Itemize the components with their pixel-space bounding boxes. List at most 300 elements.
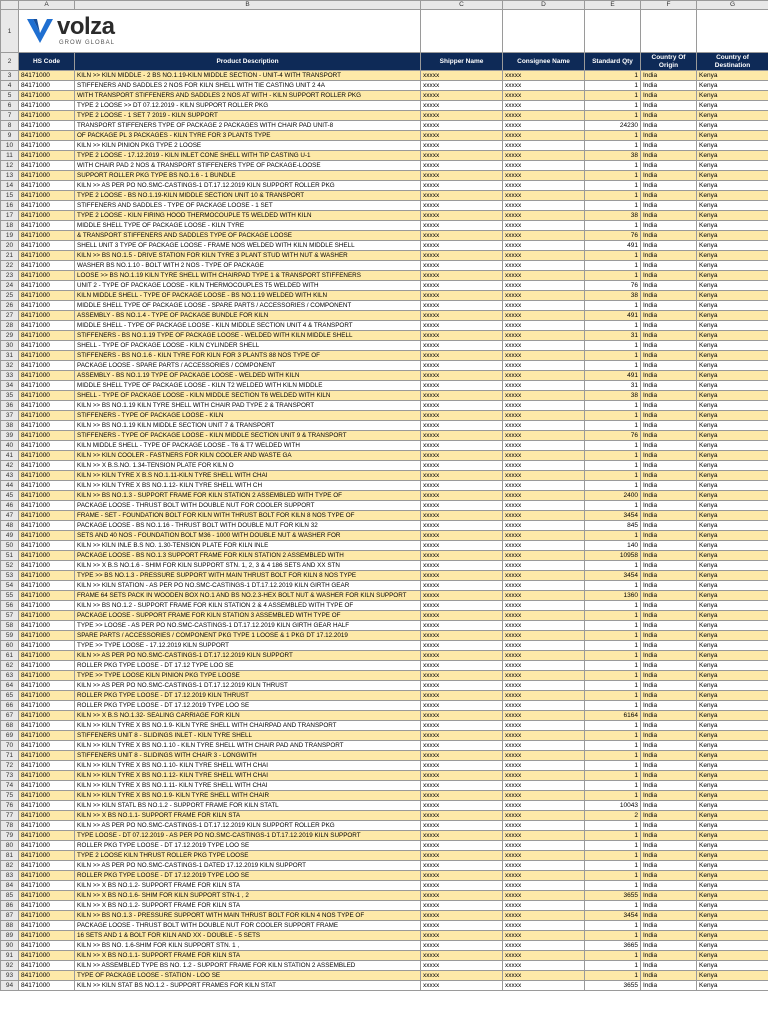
qty-cell[interactable]: 1 <box>585 861 641 871</box>
hs-code-cell[interactable]: 84171000 <box>19 901 75 911</box>
shipper-cell[interactable]: xxxxx <box>421 961 503 971</box>
destination-cell[interactable]: Kenya <box>697 931 768 941</box>
qty-cell[interactable]: 1 <box>585 161 641 171</box>
shipper-cell[interactable]: xxxxx <box>421 481 503 491</box>
consignee-cell[interactable]: xxxxx <box>503 901 585 911</box>
destination-cell[interactable]: Kenya <box>697 791 768 801</box>
row-number[interactable]: 55 <box>1 591 19 601</box>
shipper-cell[interactable]: xxxxx <box>421 381 503 391</box>
description-cell[interactable]: MIDDLE SHELL TYPE OF PACKAGE LOOSE - KILN TYRE <box>75 221 421 231</box>
description-cell[interactable]: TYPE 2 LOOSE - 17.12.2019 - KILN INLET CONE SHELL WITH TIP CASTING U-1 <box>75 151 421 161</box>
row-number[interactable]: 53 <box>1 571 19 581</box>
shipper-cell[interactable]: xxxxx <box>421 911 503 921</box>
hs-code-cell[interactable]: 84171000 <box>19 831 75 841</box>
row-number[interactable]: 52 <box>1 561 19 571</box>
row-number[interactable]: 23 <box>1 271 19 281</box>
qty-cell[interactable]: 3655 <box>585 981 641 991</box>
consignee-cell[interactable]: xxxxx <box>503 431 585 441</box>
hs-code-cell[interactable]: 84171000 <box>19 681 75 691</box>
hs-code-cell[interactable]: 84171000 <box>19 401 75 411</box>
origin-cell[interactable]: India <box>641 151 697 161</box>
description-cell[interactable]: KILN >> BS NO.1.3 - SUPPORT FRAME FOR KILN STATION 2 ASSEMBLED WITH TYPE OF <box>75 491 421 501</box>
description-cell[interactable]: KILN >> KILN TYRE X BS NO.1.10- KILN TYRE SHELL WITH CHAI <box>75 761 421 771</box>
shipper-cell[interactable]: xxxxx <box>421 131 503 141</box>
hs-code-cell[interactable]: 84171000 <box>19 531 75 541</box>
row-number[interactable]: 37 <box>1 411 19 421</box>
row-number[interactable]: 46 <box>1 501 19 511</box>
hs-code-cell[interactable]: 84171000 <box>19 851 75 861</box>
qty-cell[interactable]: 1 <box>585 931 641 941</box>
origin-cell[interactable]: India <box>641 181 697 191</box>
description-cell[interactable]: SHELL - TYPE OF PACKAGE LOOSE - KILN CYLINDER SHELL <box>75 341 421 351</box>
row-number[interactable]: 11 <box>1 151 19 161</box>
row-number[interactable]: 67 <box>1 711 19 721</box>
row-number[interactable]: 20 <box>1 241 19 251</box>
origin-cell[interactable]: India <box>641 391 697 401</box>
shipper-cell[interactable]: xxxxx <box>421 171 503 181</box>
consignee-cell[interactable]: xxxxx <box>503 311 585 321</box>
consignee-cell[interactable]: xxxxx <box>503 131 585 141</box>
destination-cell[interactable]: Kenya <box>697 91 768 101</box>
destination-cell[interactable]: Kenya <box>697 181 768 191</box>
consignee-cell[interactable]: xxxxx <box>503 91 585 101</box>
column-letter-d[interactable]: D <box>503 1 585 10</box>
row-number[interactable]: 34 <box>1 381 19 391</box>
row-number[interactable]: 60 <box>1 641 19 651</box>
row-number[interactable]: 94 <box>1 981 19 991</box>
description-cell[interactable]: STIFFENERS UNIT 8 - SLIDINGS INLET - KILN TYRE SHELL <box>75 731 421 741</box>
destination-cell[interactable]: Kenya <box>697 331 768 341</box>
hs-code-cell[interactable]: 84171000 <box>19 311 75 321</box>
shipper-cell[interactable]: xxxxx <box>421 551 503 561</box>
description-cell[interactable]: KILN >> BS NO.1.19 KILN MIDDLE SECTION UNIT 7 & TRANSPORT <box>75 421 421 431</box>
origin-cell[interactable]: India <box>641 901 697 911</box>
consignee-cell[interactable]: xxxxx <box>503 951 585 961</box>
hs-code-cell[interactable]: 84171000 <box>19 741 75 751</box>
hs-code-cell[interactable]: 84171000 <box>19 201 75 211</box>
qty-cell[interactable]: 31 <box>585 381 641 391</box>
description-cell[interactable]: KILN >> BS NO.1.3 - PRESSURE SUPPORT WITH MAIN THRUST BOLT FOR KILN 4 NOS TYPE OF <box>75 911 421 921</box>
qty-cell[interactable]: 1 <box>585 691 641 701</box>
shipper-cell[interactable]: xxxxx <box>421 571 503 581</box>
qty-cell[interactable]: 1 <box>585 661 641 671</box>
shipper-cell[interactable]: xxxxx <box>421 271 503 281</box>
row-number[interactable]: 66 <box>1 701 19 711</box>
origin-cell[interactable]: India <box>641 91 697 101</box>
origin-cell[interactable]: India <box>641 341 697 351</box>
origin-cell[interactable]: India <box>641 831 697 841</box>
shipper-cell[interactable]: xxxxx <box>421 421 503 431</box>
consignee-cell[interactable]: xxxxx <box>503 971 585 981</box>
logo-cell[interactable] <box>19 10 421 53</box>
description-cell[interactable]: & TRANSPORT STIFFENERS AND SADDLES TYPE OF PACKAGE LOOSE <box>75 231 421 241</box>
shipper-cell[interactable]: xxxxx <box>421 311 503 321</box>
shipper-cell[interactable]: xxxxx <box>421 371 503 381</box>
shipper-cell[interactable]: xxxxx <box>421 581 503 591</box>
hs-code-cell[interactable]: 84171000 <box>19 211 75 221</box>
destination-cell[interactable]: Kenya <box>697 551 768 561</box>
hs-code-cell[interactable]: 84171000 <box>19 971 75 981</box>
qty-cell[interactable]: 3454 <box>585 511 641 521</box>
row-number[interactable]: 30 <box>1 341 19 351</box>
qty-cell[interactable]: 1 <box>585 871 641 881</box>
description-cell[interactable]: MIDDLE SHELL TYPE OF PACKAGE LOOSE - KILN T2 WELDED WITH KILN MIDDLE <box>75 381 421 391</box>
description-cell[interactable]: KILN >> KILN STATION - AS PER PO NO.SMC-CASTINGS-1 DT.17.12.2019 KILN GIRTH GEAR <box>75 581 421 591</box>
row-number[interactable]: 74 <box>1 781 19 791</box>
origin-cell[interactable]: India <box>641 661 697 671</box>
hs-code-cell[interactable]: 84171000 <box>19 601 75 611</box>
origin-cell[interactable]: India <box>641 481 697 491</box>
hs-code-cell[interactable]: 84171000 <box>19 491 75 501</box>
qty-cell[interactable]: 1 <box>585 671 641 681</box>
shipper-cell[interactable]: xxxxx <box>421 491 503 501</box>
description-cell[interactable]: MIDDLE SHELL TYPE OF PACKAGE LOOSE - SPARE PARTS / ACCESSORIES / COMPONENT <box>75 301 421 311</box>
origin-cell[interactable]: India <box>641 721 697 731</box>
row-number[interactable]: 47 <box>1 511 19 521</box>
shipper-cell[interactable]: xxxxx <box>421 71 503 81</box>
destination-cell[interactable]: Kenya <box>697 231 768 241</box>
empty-cell[interactable] <box>697 10 768 53</box>
description-cell[interactable]: KILN >> AS PER PO NO.SMC-CASTINGS-1 DATED 17.12.2019 KILN SUPPORT <box>75 861 421 871</box>
destination-cell[interactable]: Kenya <box>697 391 768 401</box>
consignee-cell[interactable]: xxxxx <box>503 561 585 571</box>
description-cell[interactable]: KILN >> KILN TYRE X BS NO.1.12- KILN TYRE SHELL WITH CHAI <box>75 771 421 781</box>
shipper-cell[interactable]: xxxxx <box>421 731 503 741</box>
qty-cell[interactable]: 1 <box>585 111 641 121</box>
description-cell[interactable]: KILN >> KILN MIDDLE - 2 BS NO.1.19-KILN MIDDLE SECTION - UNIT-4 WITH TRANSPORT <box>75 71 421 81</box>
shipper-cell[interactable]: xxxxx <box>421 851 503 861</box>
row-number[interactable]: 77 <box>1 811 19 821</box>
consignee-cell[interactable]: xxxxx <box>503 761 585 771</box>
consignee-cell[interactable]: xxxxx <box>503 741 585 751</box>
destination-cell[interactable]: Kenya <box>697 111 768 121</box>
qty-cell[interactable]: 76 <box>585 431 641 441</box>
header-shipper-name[interactable]: Shipper Name <box>421 53 503 71</box>
origin-cell[interactable]: India <box>641 371 697 381</box>
description-cell[interactable]: SHELL UNIT 3 TYPE OF PACKAGE LOOSE - FRAME NOS WELDED WITH KILN MIDDLE SHELL <box>75 241 421 251</box>
qty-cell[interactable]: 1 <box>585 131 641 141</box>
description-cell[interactable]: TYPE >> BS NO.1.3 - PRESSURE SUPPORT WITH MAIN THRUST BOLT FOR KILN 8 NOS TYPE <box>75 571 421 581</box>
description-cell[interactable]: KILN >> X BS NO.1.2- SUPPORT FRAME FOR KILN STA <box>75 901 421 911</box>
shipper-cell[interactable]: xxxxx <box>421 561 503 571</box>
destination-cell[interactable]: Kenya <box>697 321 768 331</box>
origin-cell[interactable]: India <box>641 841 697 851</box>
destination-cell[interactable]: Kenya <box>697 561 768 571</box>
qty-cell[interactable]: 1 <box>585 401 641 411</box>
consignee-cell[interactable]: xxxxx <box>503 101 585 111</box>
column-letter-g[interactable]: G <box>697 1 768 10</box>
origin-cell[interactable]: India <box>641 171 697 181</box>
row-number[interactable]: 27 <box>1 311 19 321</box>
row-number[interactable]: 6 <box>1 101 19 111</box>
column-letter-b[interactable]: B <box>75 1 421 10</box>
origin-cell[interactable]: India <box>641 941 697 951</box>
hs-code-cell[interactable]: 84171000 <box>19 791 75 801</box>
consignee-cell[interactable]: xxxxx <box>503 301 585 311</box>
row-number[interactable]: 75 <box>1 791 19 801</box>
qty-cell[interactable]: 1 <box>585 701 641 711</box>
consignee-cell[interactable]: xxxxx <box>503 381 585 391</box>
description-cell[interactable]: KILN >> AS PER PO NO.SMC-CASTINGS-1 DT.17.12.2019 KILN THRUST <box>75 681 421 691</box>
consignee-cell[interactable]: xxxxx <box>503 961 585 971</box>
consignee-cell[interactable]: xxxxx <box>503 121 585 131</box>
row-number[interactable]: 57 <box>1 611 19 621</box>
qty-cell[interactable]: 24230 <box>585 121 641 131</box>
hs-code-cell[interactable]: 84171000 <box>19 71 75 81</box>
origin-cell[interactable]: India <box>641 531 697 541</box>
origin-cell[interactable]: India <box>641 211 697 221</box>
qty-cell[interactable]: 1 <box>585 681 641 691</box>
consignee-cell[interactable]: xxxxx <box>503 261 585 271</box>
hs-code-cell[interactable]: 84171000 <box>19 181 75 191</box>
origin-cell[interactable]: India <box>641 851 697 861</box>
qty-cell[interactable]: 1 <box>585 181 641 191</box>
description-cell[interactable]: KILN >> X BS NO.1.6- SHIM FOR KILN SUPPORT STN-1 , 2 <box>75 891 421 901</box>
qty-cell[interactable]: 1 <box>585 771 641 781</box>
description-cell[interactable]: SETS AND 40 NOS - FOUNDATION BOLT M36 - 1000 WITH DOUBLE NUT & WASHER FOR <box>75 531 421 541</box>
destination-cell[interactable]: Kenya <box>697 911 768 921</box>
consignee-cell[interactable]: xxxxx <box>503 771 585 781</box>
qty-cell[interactable]: 2400 <box>585 491 641 501</box>
shipper-cell[interactable]: xxxxx <box>421 91 503 101</box>
destination-cell[interactable]: Kenya <box>697 411 768 421</box>
row-number[interactable]: 76 <box>1 801 19 811</box>
hs-code-cell[interactable]: 84171000 <box>19 81 75 91</box>
destination-cell[interactable]: Kenya <box>697 851 768 861</box>
row-number[interactable]: 4 <box>1 81 19 91</box>
header-standard-qty[interactable]: Standard Qty <box>585 53 641 71</box>
description-cell[interactable]: PACKAGE LOOSE - THRUST BOLT WITH DOUBLE NUT FOR COOLER SUPPORT <box>75 501 421 511</box>
shipper-cell[interactable]: xxxxx <box>421 411 503 421</box>
qty-cell[interactable]: 1 <box>585 621 641 631</box>
description-cell[interactable]: WITH TRANSPORT STIFFENERS AND SADDLES 2 NOS AT WITH - KILN SUPPORT ROLLER PKG <box>75 91 421 101</box>
qty-cell[interactable]: 1 <box>585 441 641 451</box>
consignee-cell[interactable]: xxxxx <box>503 751 585 761</box>
description-cell[interactable]: KILN >> X BS NO.1.2- SUPPORT FRAME FOR KILN STA <box>75 881 421 891</box>
description-cell[interactable]: WASHER BS NO.1.10 - BOLT WITH 2 NOS - TYPE OF PACKAGE <box>75 261 421 271</box>
shipper-cell[interactable]: xxxxx <box>421 811 503 821</box>
origin-cell[interactable]: India <box>641 381 697 391</box>
consignee-cell[interactable]: xxxxx <box>503 821 585 831</box>
hs-code-cell[interactable]: 84171000 <box>19 631 75 641</box>
row-number[interactable]: 64 <box>1 681 19 691</box>
hs-code-cell[interactable]: 84171000 <box>19 431 75 441</box>
shipper-cell[interactable]: xxxxx <box>421 721 503 731</box>
origin-cell[interactable]: India <box>641 141 697 151</box>
destination-cell[interactable]: Kenya <box>697 761 768 771</box>
description-cell[interactable]: KILN >> KILN STAT BS NO.1.2 - SUPPORT FRAMES FOR KILN STAT <box>75 981 421 991</box>
origin-cell[interactable]: India <box>641 501 697 511</box>
hs-code-cell[interactable]: 84171000 <box>19 761 75 771</box>
header-hs-code[interactable]: HS Code <box>19 53 75 71</box>
consignee-cell[interactable]: xxxxx <box>503 721 585 731</box>
shipper-cell[interactable]: xxxxx <box>421 951 503 961</box>
description-cell[interactable]: KILN >> KILN INLE B.S NO. 1.30-TENSION PLATE FOR KILN INLE <box>75 541 421 551</box>
hs-code-cell[interactable]: 84171000 <box>19 691 75 701</box>
qty-cell[interactable]: 1 <box>585 581 641 591</box>
destination-cell[interactable]: Kenya <box>697 521 768 531</box>
description-cell[interactable]: SPARE PARTS / ACCESSORIES / COMPONENT PKG TYPE 1 LOOSE & 1 PKG DT 17.12.2019 <box>75 631 421 641</box>
shipper-cell[interactable]: xxxxx <box>421 441 503 451</box>
qty-cell[interactable]: 1 <box>585 471 641 481</box>
row-number[interactable]: 79 <box>1 831 19 841</box>
hs-code-cell[interactable]: 84171000 <box>19 781 75 791</box>
origin-cell[interactable]: India <box>641 291 697 301</box>
hs-code-cell[interactable]: 84171000 <box>19 441 75 451</box>
qty-cell[interactable]: 1 <box>585 831 641 841</box>
destination-cell[interactable]: Kenya <box>697 611 768 621</box>
consignee-cell[interactable]: xxxxx <box>503 411 585 421</box>
origin-cell[interactable]: India <box>641 191 697 201</box>
hs-code-cell[interactable]: 84171000 <box>19 861 75 871</box>
shipper-cell[interactable]: xxxxx <box>421 591 503 601</box>
qty-cell[interactable]: 31 <box>585 331 641 341</box>
header-country-of-origin[interactable]: Country Of Origin <box>641 53 697 71</box>
qty-cell[interactable]: 1 <box>585 451 641 461</box>
consignee-cell[interactable]: xxxxx <box>503 271 585 281</box>
shipper-cell[interactable]: xxxxx <box>421 291 503 301</box>
origin-cell[interactable]: India <box>641 331 697 341</box>
hs-code-cell[interactable]: 84171000 <box>19 711 75 721</box>
destination-cell[interactable]: Kenya <box>697 341 768 351</box>
origin-cell[interactable]: India <box>641 891 697 901</box>
consignee-cell[interactable]: xxxxx <box>503 661 585 671</box>
destination-cell[interactable]: Kenya <box>697 201 768 211</box>
row-number[interactable]: 86 <box>1 901 19 911</box>
destination-cell[interactable]: Kenya <box>697 531 768 541</box>
shipper-cell[interactable]: xxxxx <box>421 121 503 131</box>
row-number[interactable]: 9 <box>1 131 19 141</box>
description-cell[interactable]: KILN >> KILN PINION PKG TYPE 2 LOOSE <box>75 141 421 151</box>
destination-cell[interactable]: Kenya <box>697 781 768 791</box>
header-consignee-name[interactable]: Consignee Name <box>503 53 585 71</box>
qty-cell[interactable]: 491 <box>585 311 641 321</box>
hs-code-cell[interactable]: 84171000 <box>19 921 75 931</box>
destination-cell[interactable]: Kenya <box>697 131 768 141</box>
description-cell[interactable]: TYPE LOOSE - DT 07.12.2019 - AS PER PO NO.SMC-CASTINGS-1 DT.17.12.2019 KILN SUPPORT <box>75 831 421 841</box>
destination-cell[interactable]: Kenya <box>697 671 768 681</box>
description-cell[interactable]: MIDDLE SHELL - TYPE OF PACKAGE LOOSE - KILN MIDDLE SECTION UNIT 4 & TRANSPORT <box>75 321 421 331</box>
consignee-cell[interactable]: xxxxx <box>503 631 585 641</box>
destination-cell[interactable]: Kenya <box>697 401 768 411</box>
destination-cell[interactable]: Kenya <box>697 301 768 311</box>
qty-cell[interactable]: 1 <box>585 751 641 761</box>
row-number[interactable]: 45 <box>1 491 19 501</box>
destination-cell[interactable]: Kenya <box>697 651 768 661</box>
row-number[interactable]: 56 <box>1 601 19 611</box>
row-number[interactable]: 78 <box>1 821 19 831</box>
hs-code-cell[interactable]: 84171000 <box>19 871 75 881</box>
consignee-cell[interactable]: xxxxx <box>503 841 585 851</box>
description-cell[interactable]: SHELL - TYPE OF PACKAGE LOOSE - KILN MIDDLE SECTION T6 WELDED WITH KILN <box>75 391 421 401</box>
destination-cell[interactable]: Kenya <box>697 421 768 431</box>
qty-cell[interactable]: 1 <box>585 261 641 271</box>
consignee-cell[interactable]: xxxxx <box>503 501 585 511</box>
consignee-cell[interactable]: xxxxx <box>503 181 585 191</box>
row-number[interactable]: 62 <box>1 661 19 671</box>
destination-cell[interactable]: Kenya <box>697 441 768 451</box>
hs-code-cell[interactable]: 84171000 <box>19 121 75 131</box>
origin-cell[interactable]: India <box>641 591 697 601</box>
row-number[interactable]: 50 <box>1 541 19 551</box>
qty-cell[interactable]: 1 <box>585 901 641 911</box>
row-number[interactable]: 54 <box>1 581 19 591</box>
origin-cell[interactable]: India <box>641 81 697 91</box>
destination-cell[interactable]: Kenya <box>697 701 768 711</box>
consignee-cell[interactable]: xxxxx <box>503 251 585 261</box>
shipper-cell[interactable]: xxxxx <box>421 191 503 201</box>
qty-cell[interactable]: 1 <box>585 321 641 331</box>
destination-cell[interactable]: Kenya <box>697 971 768 981</box>
shipper-cell[interactable]: xxxxx <box>421 971 503 981</box>
consignee-cell[interactable]: xxxxx <box>503 591 585 601</box>
shipper-cell[interactable]: xxxxx <box>421 391 503 401</box>
origin-cell[interactable]: India <box>641 241 697 251</box>
description-cell[interactable]: FRAME - SET - FOUNDATION BOLT FOR KILN WITH THRUST BOLT FOR KILN 8 NOS TYPE OF <box>75 511 421 521</box>
hs-code-cell[interactable]: 84171000 <box>19 341 75 351</box>
origin-cell[interactable]: India <box>641 781 697 791</box>
qty-cell[interactable]: 1 <box>585 791 641 801</box>
origin-cell[interactable]: India <box>641 791 697 801</box>
hs-code-cell[interactable]: 84171000 <box>19 611 75 621</box>
hs-code-cell[interactable]: 84171000 <box>19 351 75 361</box>
shipper-cell[interactable]: xxxxx <box>421 461 503 471</box>
description-cell[interactable]: TYPE 2 LOOSE KILN THRUST ROLLER PKG TYPE LOOSE <box>75 851 421 861</box>
origin-cell[interactable]: India <box>641 261 697 271</box>
description-cell[interactable]: KILN >> KILN TYRE X BS NO.1.9- KILN TYRE SHELL WITH CHAIR <box>75 791 421 801</box>
consignee-cell[interactable]: xxxxx <box>503 831 585 841</box>
hs-code-cell[interactable]: 84171000 <box>19 91 75 101</box>
row-number[interactable]: 31 <box>1 351 19 361</box>
hs-code-cell[interactable]: 84171000 <box>19 951 75 961</box>
shipper-cell[interactable]: xxxxx <box>421 181 503 191</box>
shipper-cell[interactable]: xxxxx <box>421 791 503 801</box>
description-cell[interactable]: ROLLER PKG TYPE LOOSE - DT 17.12.2019 KILN THRUST <box>75 691 421 701</box>
destination-cell[interactable]: Kenya <box>697 981 768 991</box>
destination-cell[interactable]: Kenya <box>697 281 768 291</box>
destination-cell[interactable]: Kenya <box>697 861 768 871</box>
shipper-cell[interactable]: xxxxx <box>421 341 503 351</box>
row-number[interactable]: 22 <box>1 261 19 271</box>
shipper-cell[interactable]: xxxxx <box>421 351 503 361</box>
destination-cell[interactable]: Kenya <box>697 711 768 721</box>
row-number[interactable]: 83 <box>1 871 19 881</box>
qty-cell[interactable]: 38 <box>585 151 641 161</box>
description-cell[interactable]: STIFFENERS AND SADDLES 2 NOS FOR KILN SHELL WITH TIE CASTING UNIT 2 4A <box>75 81 421 91</box>
qty-cell[interactable]: 1 <box>585 411 641 421</box>
row-number[interactable]: 25 <box>1 291 19 301</box>
hs-code-cell[interactable]: 84171000 <box>19 261 75 271</box>
hs-code-cell[interactable]: 84171000 <box>19 381 75 391</box>
description-cell[interactable]: STIFFENERS AND SADDLES - TYPE OF PACKAGE LOOSE - 1 SET <box>75 201 421 211</box>
destination-cell[interactable]: Kenya <box>697 481 768 491</box>
hs-code-cell[interactable]: 84171000 <box>19 751 75 761</box>
description-cell[interactable]: KILN MIDDLE SHELL - TYPE OF PACKAGE LOOSE - BS NO.1.19 WELDED WITH KILN <box>75 291 421 301</box>
qty-cell[interactable]: 1 <box>585 721 641 731</box>
description-cell[interactable]: KILN >> X B.S.NO. 1.34-TENSION PLATE FOR KILN O <box>75 461 421 471</box>
row-number[interactable]: 19 <box>1 231 19 241</box>
empty-cell[interactable] <box>585 10 641 53</box>
origin-cell[interactable]: India <box>641 631 697 641</box>
destination-cell[interactable]: Kenya <box>697 291 768 301</box>
description-cell[interactable]: KILN MIDDLE SHELL - TYPE OF PACKAGE LOOSE - T6 & T7 WELDED WITH <box>75 441 421 451</box>
description-cell[interactable]: STIFFENERS UNIT 8 - SLIDINGS WITH CHAIR 3 - LONGWITH <box>75 751 421 761</box>
hs-code-cell[interactable]: 84171000 <box>19 321 75 331</box>
consignee-cell[interactable]: xxxxx <box>503 111 585 121</box>
shipper-cell[interactable]: xxxxx <box>421 141 503 151</box>
destination-cell[interactable]: Kenya <box>697 451 768 461</box>
description-cell[interactable]: STIFFENERS - BS NO.1.6 - KILN TYRE FOR KILN FOR 3 PLANTS 88 NOS TYPE OF <box>75 351 421 361</box>
